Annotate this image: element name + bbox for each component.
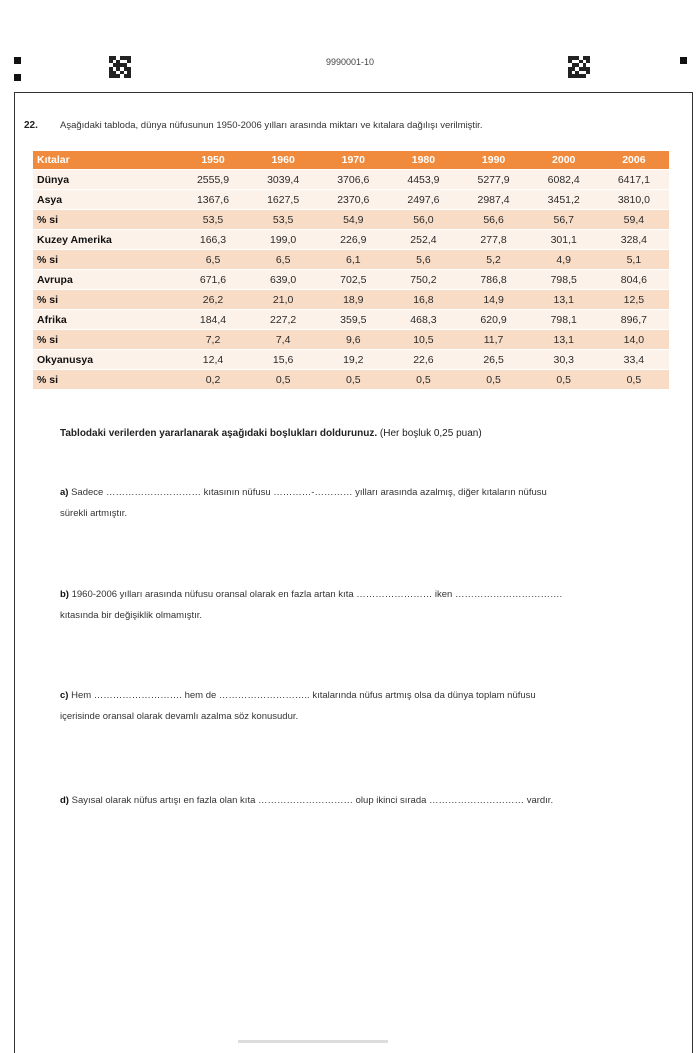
value-cell: 56,7 (529, 210, 599, 230)
value-cell: 12,5 (599, 290, 669, 310)
value-cell: 0,5 (318, 370, 388, 390)
value-cell: 0,5 (599, 370, 669, 390)
value-cell: 13,1 (529, 290, 599, 310)
row-label-cell: % si (33, 250, 178, 270)
row-label-cell: Okyanusya (33, 350, 178, 370)
column-header: 1980 (388, 151, 458, 170)
item-b-line2: kıtasında bir değişiklik olmamıştır. (60, 610, 203, 621)
value-cell: 53,5 (248, 210, 318, 230)
value-cell: 1627,5 (248, 190, 318, 210)
value-cell: 301,1 (529, 230, 599, 250)
value-cell: 328,4 (599, 230, 669, 250)
item-a-label: a) (60, 487, 69, 498)
table-row (33, 230, 669, 250)
row-label-cell: Kuzey Amerika (33, 230, 178, 250)
column-header: 1970 (318, 151, 388, 170)
table-row (33, 310, 669, 330)
value-cell: 3039,4 (248, 170, 318, 190)
value-cell: 22,6 (388, 350, 458, 370)
row-label-cell: % si (33, 370, 178, 390)
value-cell: 54,9 (318, 210, 388, 230)
row-label-cell: % si (33, 330, 178, 350)
value-cell: 199,0 (248, 230, 318, 250)
value-cell: 6,5 (178, 250, 248, 270)
column-header: 2006 (599, 151, 669, 170)
value-cell: 0,5 (388, 370, 458, 390)
value-cell: 16,8 (388, 290, 458, 310)
value-cell: 33,4 (599, 350, 669, 370)
value-cell: 702,5 (318, 270, 388, 290)
value-cell: 14,9 (459, 290, 529, 310)
value-cell: 59,4 (599, 210, 669, 230)
value-cell: 798,1 (529, 310, 599, 330)
table-row (33, 170, 669, 190)
value-cell: 468,3 (388, 310, 458, 330)
column-header: 1950 (178, 151, 248, 170)
item-a (60, 482, 670, 524)
value-cell: 2987,4 (459, 190, 529, 210)
table-header-row (33, 151, 669, 170)
value-cell: 3810,0 (599, 190, 669, 210)
value-cell: 359,5 (318, 310, 388, 330)
value-cell: 21,0 (248, 290, 318, 310)
value-cell: 56,6 (459, 210, 529, 230)
table-row (33, 210, 669, 230)
item-c (60, 685, 670, 727)
value-cell: 0,5 (248, 370, 318, 390)
item-b-line1: 1960-2006 yılları arasında nüfusu oransal olarak en fazla artan kıta …………………… iken ……………………………. (68, 589, 563, 600)
row-label-cell: Asya (33, 190, 178, 210)
table-row (33, 350, 669, 370)
value-cell: 252,4 (388, 230, 458, 250)
item-c-line1: Hem ………………………. hem de ……………………….. kıtalarında nüfus artmış olsa da dünya toplam nüfusu (68, 690, 536, 701)
item-b (60, 584, 670, 626)
item-c-label: c) (60, 690, 69, 701)
population-table (33, 151, 669, 389)
value-cell: 750,2 (388, 270, 458, 290)
value-cell: 11,7 (459, 330, 529, 350)
value-cell: 639,0 (248, 270, 318, 290)
value-cell: 2497,6 (388, 190, 458, 210)
value-cell: 5,6 (388, 250, 458, 270)
value-cell: 227,2 (248, 310, 318, 330)
value-cell: 166,3 (178, 230, 248, 250)
value-cell: 4,9 (529, 250, 599, 270)
question-intro: Aşağıdaki tabloda, dünya nüfusunun 1950-2006 yılları arasında miktarı ve kıtalara dağılışı verilmiştir. (60, 120, 483, 131)
table-row (33, 290, 669, 310)
value-cell: 30,3 (529, 350, 599, 370)
value-cell: 2555,9 (178, 170, 248, 190)
table-row (33, 270, 669, 290)
value-cell: 3451,2 (529, 190, 599, 210)
value-cell: 26,5 (459, 350, 529, 370)
column-header: 2000 (529, 151, 599, 170)
document-code: 9990001-10 (325, 57, 375, 67)
value-cell: 12,4 (178, 350, 248, 370)
table-row (33, 330, 669, 350)
instruction (60, 428, 482, 439)
value-cell: 184,4 (178, 310, 248, 330)
value-cell: 10,5 (388, 330, 458, 350)
item-a-line2: sürekli artmıştır. (60, 508, 128, 519)
value-cell: 18,9 (318, 290, 388, 310)
value-cell: 26,2 (178, 290, 248, 310)
value-cell: 6,5 (248, 250, 318, 270)
column-header: Kıtalar (33, 151, 178, 170)
value-cell: 786,8 (459, 270, 529, 290)
value-cell: 6082,4 (529, 170, 599, 190)
value-cell: 804,6 (599, 270, 669, 290)
item-a-line1: Sadece ………………………… kıtasının nüfusu …………-………… yılları arasında azalmış, diğer kıtaların nüfusu (68, 487, 547, 498)
value-cell: 226,9 (318, 230, 388, 250)
instruction-bold: Tablodaki verilerden yararlanarak aşağıdaki boşlukları doldurunuz. (60, 428, 378, 439)
row-label-cell: Dünya (33, 170, 178, 190)
item-d-line1: Sayısal olarak nüfus artışı en fazla olan kıta ………………………… olup ikinci sırada ………………………… vardır. (68, 795, 554, 806)
value-cell: 19,2 (318, 350, 388, 370)
value-cell: 620,9 (459, 310, 529, 330)
value-cell: 277,8 (459, 230, 529, 250)
value-cell: 4453,9 (388, 170, 458, 190)
value-cell: 3706,6 (318, 170, 388, 190)
value-cell: 9,6 (318, 330, 388, 350)
item-b-label: b) (60, 589, 69, 600)
value-cell: 798,5 (529, 270, 599, 290)
item-c-line2: içerisinde oransal olarak devamlı azalma söz konusudur. (60, 711, 299, 722)
value-cell: 1367,6 (178, 190, 248, 210)
item-d (60, 790, 670, 811)
value-cell: 13,1 (529, 330, 599, 350)
row-label-cell: % si (33, 290, 178, 310)
value-cell: 7,2 (178, 330, 248, 350)
value-cell: 15,6 (248, 350, 318, 370)
value-cell: 2370,6 (318, 190, 388, 210)
value-cell: 5,1 (599, 250, 669, 270)
value-cell: 7,4 (248, 330, 318, 350)
item-d-label: d) (60, 795, 69, 806)
table-row (33, 370, 669, 390)
question-number: 22. (24, 120, 38, 131)
value-cell: 6,1 (318, 250, 388, 270)
value-cell: 0,2 (178, 370, 248, 390)
value-cell: 0,5 (529, 370, 599, 390)
value-cell: 671,6 (178, 270, 248, 290)
table-body (33, 170, 669, 390)
value-cell: 56,0 (388, 210, 458, 230)
instruction-note: (Her boşluk 0,25 puan) (377, 428, 482, 439)
registration-mark-left (14, 74, 21, 81)
column-header: 1960 (248, 151, 318, 170)
table-row (33, 250, 669, 270)
table-row (33, 190, 669, 210)
value-cell: 53,5 (178, 210, 248, 230)
value-cell: 6417,1 (599, 170, 669, 190)
value-cell: 896,7 (599, 310, 669, 330)
column-header: 1990 (459, 151, 529, 170)
value-cell: 14,0 (599, 330, 669, 350)
row-label-cell: Avrupa (33, 270, 178, 290)
value-cell: 5,2 (459, 250, 529, 270)
row-label-cell: % si (33, 210, 178, 230)
row-label-cell: Afrika (33, 310, 178, 330)
value-cell: 0,5 (459, 370, 529, 390)
value-cell: 5277,9 (459, 170, 529, 190)
